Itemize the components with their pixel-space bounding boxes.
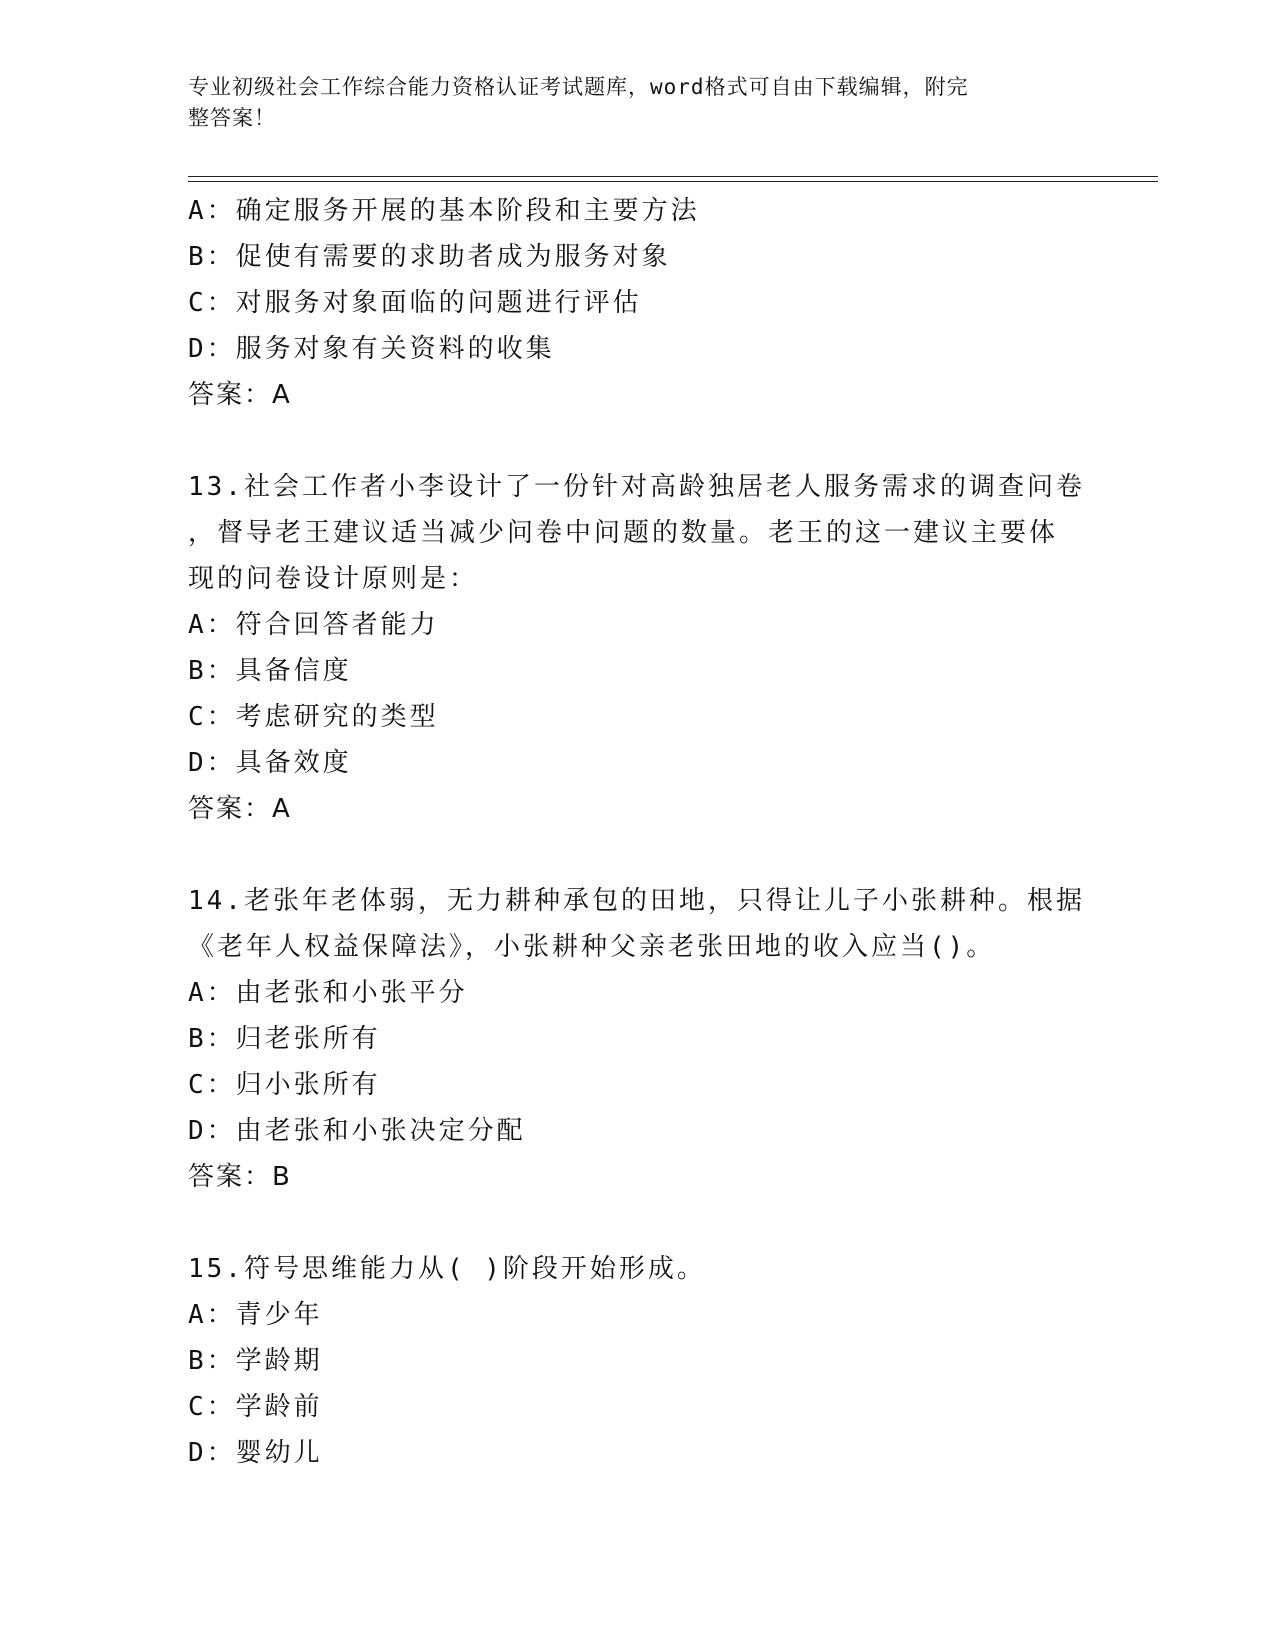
spacer bbox=[188, 832, 1088, 878]
option-a: A：青少年 bbox=[188, 1300, 323, 1330]
spacer bbox=[188, 418, 1088, 464]
question-list bbox=[188, 188, 1088, 1476]
header-divider bbox=[188, 176, 1158, 177]
option-b: B：促使有需要的求助者成为服务对象 bbox=[188, 242, 671, 272]
answer-line: 答案：A bbox=[188, 380, 292, 410]
option-b: B：归老张所有 bbox=[188, 1024, 381, 1054]
spacer bbox=[188, 1200, 1088, 1246]
question-block-13 bbox=[188, 464, 1088, 832]
option-b: B：具备信度 bbox=[188, 656, 352, 686]
question-text: 现的问卷设计原则是： bbox=[188, 564, 479, 594]
option-d: D：婴幼儿 bbox=[188, 1438, 323, 1468]
question-block-14 bbox=[188, 878, 1088, 1200]
question-text: 15.符号思维能力从( )阶段开始形成。 bbox=[188, 1254, 706, 1284]
option-a: A：确定服务开展的基本阶段和主要方法 bbox=[188, 196, 700, 226]
option-d: D：服务对象有关资料的收集 bbox=[188, 334, 555, 364]
header-divider bbox=[188, 181, 1158, 182]
question-text: 14.老张年老体弱，无力耕种承包的田地，只得让儿子小张耕种。根据 bbox=[188, 886, 1085, 916]
option-b: B：学龄期 bbox=[188, 1346, 323, 1376]
header-line: 专业初级社会工作综合能力资格认证考试题库，word格式可自由下载编辑，附完 bbox=[188, 75, 969, 99]
header-line: 整答案！ bbox=[188, 106, 276, 130]
question-block-prev bbox=[188, 188, 1088, 418]
option-a: A：由老张和小张平分 bbox=[188, 978, 468, 1008]
option-a: A：符合回答者能力 bbox=[188, 610, 439, 640]
option-d: D：由老张和小张决定分配 bbox=[188, 1116, 526, 1146]
question-block-15 bbox=[188, 1246, 1088, 1476]
document-header bbox=[188, 72, 1068, 134]
option-c: C：对服务对象面临的问题进行评估 bbox=[188, 288, 642, 318]
option-c: C：归小张所有 bbox=[188, 1070, 381, 1100]
answer-line: 答案：A bbox=[188, 794, 292, 824]
answer-line: 答案：B bbox=[188, 1162, 292, 1192]
option-d: D：具备效度 bbox=[188, 748, 352, 778]
option-c: C：考虑研究的类型 bbox=[188, 702, 439, 732]
question-text: 《老年人权益保障法》，小张耕种父亲老张田地的收入应当()。 bbox=[188, 932, 996, 962]
option-c: C：学龄前 bbox=[188, 1392, 323, 1422]
question-text: 13.社会工作者小李设计了一份针对高龄独居老人服务需求的调查问卷 bbox=[188, 472, 1085, 502]
question-text: ，督导老王建议适当减少问卷中问题的数量。老王的这一建议主要体 bbox=[188, 518, 1059, 548]
